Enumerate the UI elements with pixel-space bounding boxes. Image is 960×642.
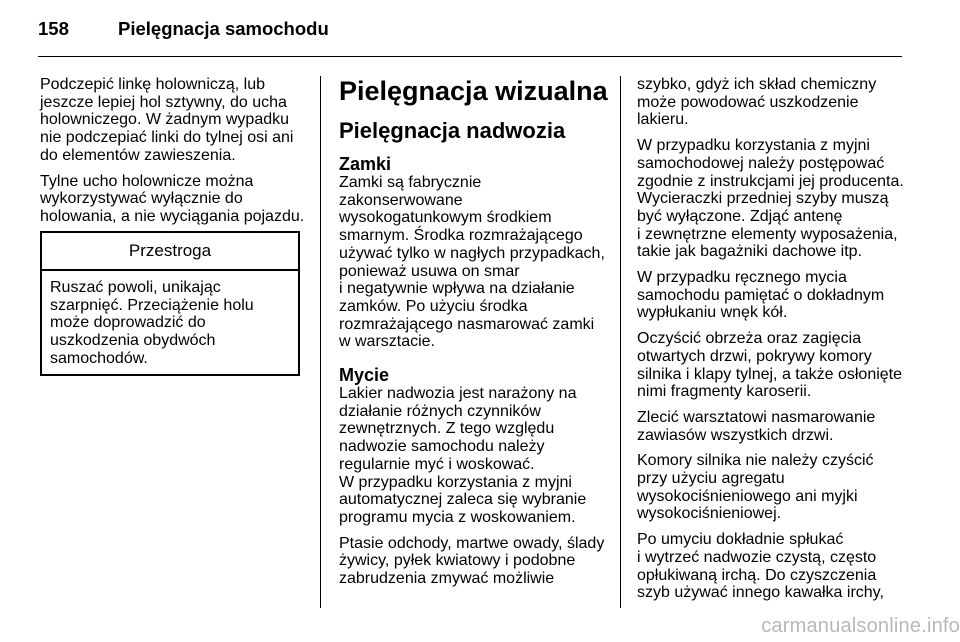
col3-paragraph-3: W przypadku ręcznego mycia samochodu pamiętać o dokładnym wypłukaniu wnęk kół. [637, 269, 885, 322]
caution-text: Ruszać powoli, unikając szarpnięć. Przeciążenie holu może doprowadzić do uszkodzenia obydwóch samochodów. [50, 279, 254, 367]
towing-paragraph-1: Podczepić linkę holowniczą, lub jeszcze lepiej hol sztywny, do ucha holowniczego. W żadnym wypadku nie podczepiać linki do tylnej osi ani do elementów zawieszenia. [40, 76, 294, 164]
column-2 [339, 76, 609, 596]
contaminants-paragraph: Ptasie odchody, martwe owady, ślady żywicy, pyłek kwiatowy i podobne zabrudzenia zmywać możliwie [339, 534, 605, 588]
col3-paragraph-1: szybko, gdyż ich skład chemiczny może powodować uszkodzenie lakieru. [637, 76, 877, 129]
caution-title: Przestroga [42, 233, 298, 271]
locks-heading: Zamki [339, 154, 392, 174]
page-title: Pielęgnacja samochodu [118, 18, 329, 39]
subsection-heading: Pielęgnacja nadwozia [339, 118, 566, 143]
header-rule [38, 56, 902, 57]
towing-paragraph-2: Tylne ucho holownicze można wykorzystywać wyłącznie do holowania, a nie wyciągania pojazdu. [40, 172, 305, 225]
column-3 [637, 76, 909, 610]
col3-paragraph-6: Komory silnika nie należy czyścić przy użyciu agregatu wysokociśnieniowego ani myjki wysokociśnieniowej. [637, 452, 874, 523]
column-divider-2 [620, 76, 621, 608]
watermark: carmanualsonline.info [761, 615, 960, 637]
page-header [38, 18, 329, 40]
caution-box [40, 231, 300, 376]
col3-paragraph-7: Po umyciu dokładnie spłukać i wytrzeć nadwozie czystą, często opłukiwaną irchą. Do czyszczenia szyb używać innego kawałka irchy, [637, 531, 884, 602]
column-divider-1 [320, 76, 321, 608]
locks-paragraph: Zamki są fabrycznie zakonserwowane wysokogatunkowym środkiem smarnym. Środka rozmrażającego używać tylko w nagłych przypadkach, ponieważ usuwa on smar i negatywnie wpływa na działanie zamków. Po użyciu środka rozmrażającego nasmarować zamki w warsztacie. [339, 174, 605, 351]
page-number: 158 [38, 18, 69, 39]
col3-paragraph-5: Zlecić warsztatowi nasmarowanie zawiasów wszystkich drzwi. [637, 408, 876, 444]
col3-paragraph-4: Oczyścić obrzeża oraz zagięcia otwartych drzwi, pokrywy komory silnika i klapy tylnej, a także osłonięte nimi fragmenty karoserii. [637, 330, 903, 401]
col3-paragraph-2: W przypadku korzystania z myjni samochodowej należy postępować zgodnie z instrukcjami jej producenta. Wycieraczki przedniej szyby muszą być wyłączone. Zdjąć antenę i zewnętrzne elementy wyposażenia, takie jak bagażniki dachowe itp. [637, 137, 904, 261]
column-1 [40, 76, 306, 234]
washing-heading: Mycie [339, 365, 390, 386]
section-heading: Pielęgnacja wizualna [339, 76, 608, 106]
washing-paragraph: Lakier nadwozia jest narażony na działanie różnych czynników zewnętrznych. Z tego względu nadwozie samochodu należy regularnie myć i woskować. W przypadku korzystania z myjni automatycznej zaleca się wybranie programu mycia z woskowaniem. [339, 385, 587, 526]
